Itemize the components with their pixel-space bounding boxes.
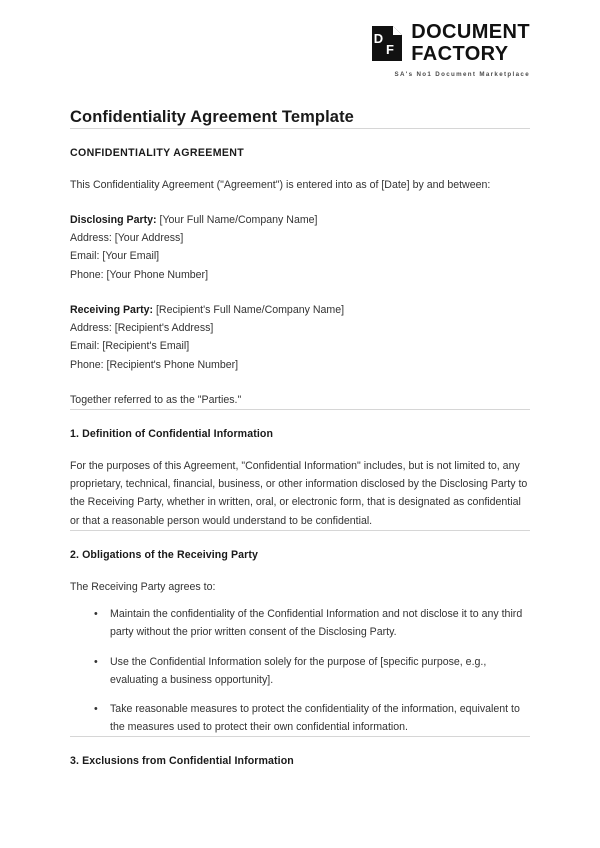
brand-tagline: SA's No1 Document Marketplace <box>394 71 530 78</box>
receiving-party-email-value: [Recipient's Email] <box>102 340 190 353</box>
agreement-intro: This Confidentiality Agreement ("Agreement") is entered into as of [Date] by and between: <box>70 178 491 191</box>
agreement-heading: CONFIDENTIALITY AGREEMENT <box>70 146 245 159</box>
bullet-icon: • <box>94 608 98 621</box>
receiving-party-phone-line <box>70 356 530 374</box>
disclosing-party-email-value: [Your Email] <box>102 250 160 263</box>
disclosing-party-name-line <box>70 211 530 229</box>
bullet-icon: • <box>94 655 98 668</box>
list-item-text: Use the Confidential Information solely for the purpose of [specific purpose, e.g., evaluating a business opportunity]. <box>110 655 487 686</box>
receiving-party-email-label: Email: <box>70 340 100 353</box>
svg-text:D: D <box>374 30 384 46</box>
disclosing-party-email-line <box>70 247 530 265</box>
disclosing-party-phone-line <box>70 266 530 284</box>
list-item-text: Maintain the confidentiality of the Confidential Information and not disclose it to any third party without the prior written consent of the Disclosing Party. <box>110 608 523 639</box>
section-3-heading: 3. Exclusions from Confidential Information <box>70 755 294 768</box>
receiving-party-value: [Recipient's Full Name/Company Name] <box>155 303 345 316</box>
section-2-lead-in: The Receiving Party agrees to: <box>70 580 216 593</box>
section-1-paragraph: For the purposes of this Agreement, "Confidential Information" includes, but is not limited to, any proprietary, technical, financial, business, or other information disclosed by the Disclosing Party to the Receiving Party, whether in written, oral, or electronic form, that is designated as confidential or that a reasonable person would understand to be confidential. <box>70 459 528 527</box>
list-item <box>70 700 530 736</box>
parties-note: Together referred to as the "Parties." <box>70 393 242 406</box>
disclosing-party-block <box>70 194 530 284</box>
brand-name-line-2: FACTORY <box>411 43 509 65</box>
list-item <box>70 653 530 689</box>
receiving-party-address-label: Address: <box>70 322 112 335</box>
receiving-party-phone-label: Phone: <box>70 358 104 371</box>
disclosing-party-phone-value: [Your Phone Number] <box>106 268 209 281</box>
disclosing-party-address-value: [Your Address] <box>114 232 184 245</box>
receiving-party-block <box>70 284 530 374</box>
receiving-party-address-value: [Recipient's Address] <box>114 322 214 335</box>
receiving-party-email-line <box>70 337 530 355</box>
page-title: Confidentiality Agreement Template <box>70 108 354 126</box>
bullet-icon: • <box>94 702 98 715</box>
disclosing-party-label: Disclosing Party: <box>70 214 157 227</box>
receiving-party-address-line <box>70 319 530 337</box>
list-item-text: Take reasonable measures to protect the confidentiality of the information, equivalent to the measures used to protect their own confidential information. <box>110 702 520 734</box>
disclosing-party-address-line <box>70 229 530 247</box>
list-item <box>70 605 530 641</box>
disclosing-party-address-label: Address: <box>70 232 112 245</box>
section-2-heading: 2. Obligations of the Receiving Party <box>70 548 258 561</box>
disclosing-party-value: [Your Full Name/Company Name] <box>159 214 318 227</box>
disclosing-party-phone-label: Phone: <box>70 268 104 281</box>
disclosing-party-email-label: Email: <box>70 250 100 263</box>
receiving-party-phone-value: [Recipient's Phone Number] <box>106 358 239 371</box>
svg-text:F: F <box>386 41 395 57</box>
receiving-party-label: Receiving Party: <box>70 303 154 316</box>
receiving-party-name-line <box>70 301 530 319</box>
document-content <box>70 0 530 767</box>
section-2-bullet-list <box>70 596 530 736</box>
section-1-heading: 1. Definition of Confidential Information <box>70 427 274 440</box>
brand-name-line-1: DOCUMENT <box>411 21 530 43</box>
